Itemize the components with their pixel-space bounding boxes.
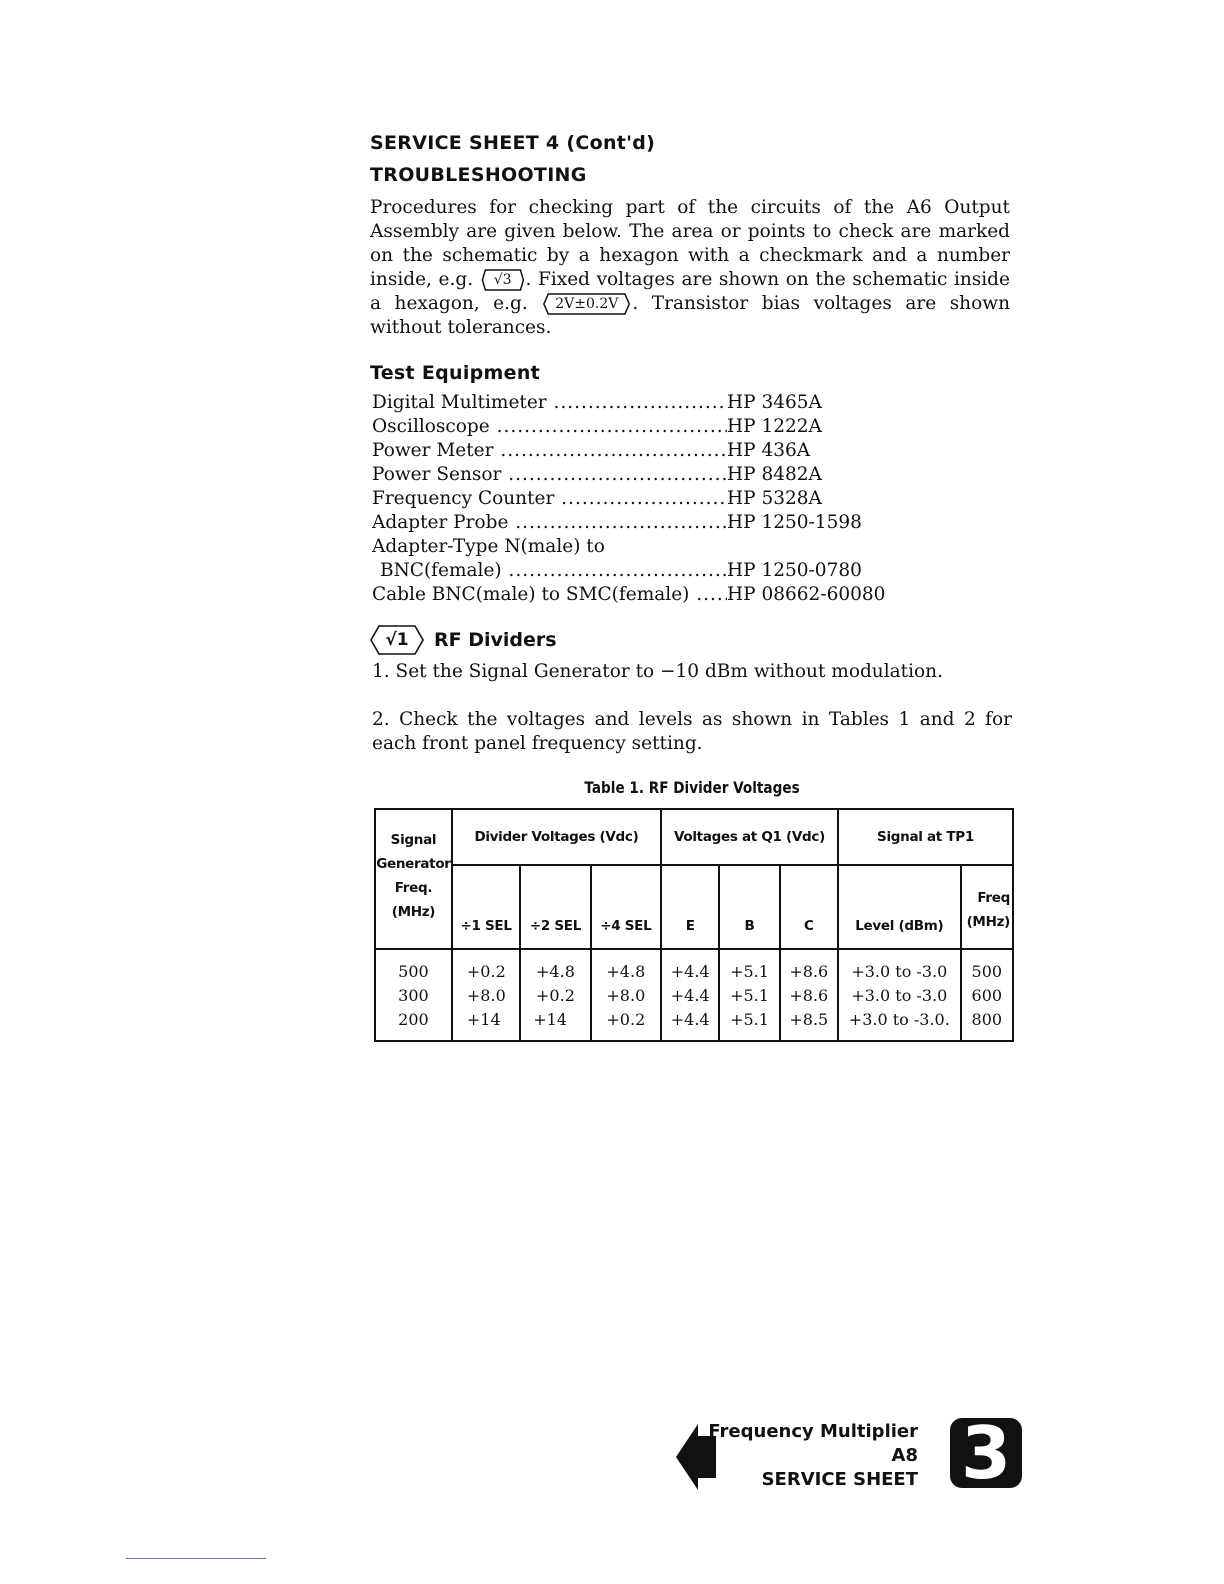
equipment-part-number: HP 1222A <box>727 416 822 437</box>
equipment-row <box>372 416 892 440</box>
table-row <box>375 1008 1013 1041</box>
intro-text-2: . Fixed voltages are shown on the schematic inside a hexagon, e.g. <box>370 269 1010 314</box>
column-header: ÷4 SEL <box>591 865 661 949</box>
equipment-part-number: HP 5328A <box>727 488 822 509</box>
equipment-row <box>372 536 892 560</box>
hexagon-checkpoint-1 <box>370 625 424 655</box>
header-line: Freq. <box>394 880 433 896</box>
step-2: 2. Check the voltages and levels as shown in Tables 1 and 2 for each front panel frequency setting. <box>372 709 1012 754</box>
equipment-part-number: HP 1250-1598 <box>727 512 862 533</box>
header-line: Signal <box>390 832 437 848</box>
table-cell: 800 <box>961 1008 1013 1041</box>
table-row <box>375 949 1013 984</box>
group-header-signal-tp1: Signal at TP1 <box>838 809 1013 865</box>
table-cell: +5.1 <box>719 949 779 984</box>
column-header: Level (dBm) <box>838 865 961 949</box>
equipment-name: Frequency Counter ..... <box>372 488 727 509</box>
table-cell: 600 <box>961 984 1013 1008</box>
table-cell: +3.0 to -3.0 <box>838 949 961 984</box>
table-cell: +14 <box>452 1008 520 1041</box>
equipment-name: BNC(female) ..... <box>372 560 727 581</box>
table-caption: Table 1. RF Divider Voltages <box>584 778 800 797</box>
table-cell: +4.4 <box>661 949 719 984</box>
page-title: SERVICE SHEET 4 (Cont'd) <box>370 132 656 154</box>
equipment-name: Cable BNC(male) to SMC(female) ..... <box>372 584 727 605</box>
table-cell: +4.8 <box>520 949 590 984</box>
equipment-part-number: HP 436A <box>727 440 811 461</box>
table-cell: +0.2 <box>452 949 520 984</box>
step-1: 1. Set the Signal Generator to −10 dBm without modulation. <box>372 661 943 682</box>
equipment-name: Adapter Probe ..... <box>372 512 727 533</box>
equipment-part-number: HP 3465A <box>727 392 822 413</box>
test-equipment-heading: Test Equipment <box>370 362 541 384</box>
column-header: ÷1 SEL <box>452 865 520 949</box>
equipment-row <box>372 464 892 488</box>
column-header: C <box>780 865 838 949</box>
table-cell: +8.0 <box>591 984 661 1008</box>
hexagon-example-label: √3 <box>493 272 512 288</box>
table-cell: 500 <box>961 949 1013 984</box>
column-header: B <box>719 865 779 949</box>
equipment-row <box>372 440 892 464</box>
table-cell: +5.1 <box>719 984 779 1008</box>
table-cell: +8.0 <box>452 984 520 1008</box>
header-line: Generator <box>376 856 451 872</box>
equipment-name: Power Meter ..... <box>372 440 727 461</box>
table-cell: +8.6 <box>780 949 838 984</box>
equipment-part-number: HP 1250-0780 <box>727 560 862 581</box>
column-header: ÷2 SEL <box>520 865 590 949</box>
table-cell: +4.4 <box>661 984 719 1008</box>
equipment-row <box>372 560 892 584</box>
equipment-part-number: HP 8482A <box>727 464 822 485</box>
table-cell: 200 <box>375 1008 452 1041</box>
equipment-name: Power Sensor ..... <box>372 464 727 485</box>
table-cell: +0.2 <box>520 984 590 1008</box>
equipment-row <box>372 488 892 512</box>
rf-dividers-heading-row <box>370 624 557 656</box>
column-header-freq <box>961 865 1013 949</box>
equipment-name: Adapter-Type N(male) to <box>372 536 605 557</box>
header-line: Freq <box>977 890 1010 906</box>
intro-paragraph <box>370 196 1010 340</box>
table-cell: +14 <box>520 1008 590 1041</box>
hexagon-checkmark-example <box>482 269 524 291</box>
footer-label <box>708 1420 918 1492</box>
column-header: E <box>661 865 719 949</box>
hexagon-voltage-example <box>543 293 630 315</box>
table-cell: 500 <box>375 949 452 984</box>
group-header-voltages-q1: Voltages at Q1 (Vdc) <box>661 809 838 865</box>
table-cell: +8.5 <box>780 1008 838 1041</box>
header-line: (MHz) <box>966 914 1010 930</box>
equipment-row <box>372 512 892 536</box>
test-equipment-list <box>372 392 892 608</box>
table-cell: +3.0 to -3.0 <box>838 984 961 1008</box>
footer-assembly: A8 <box>891 1445 918 1466</box>
hexagon-checkpoint-label: √1 <box>385 630 409 650</box>
table-cell: +3.0 to -3.0. <box>838 1008 961 1041</box>
divider <box>126 1558 266 1559</box>
equipment-row <box>372 584 892 608</box>
intro-text-3: . Transistor bias voltages are shown without tolerances. <box>370 293 1010 338</box>
footer-section-name: Frequency Multiplier <box>708 1421 918 1442</box>
rf-divider-voltages-table <box>374 808 1014 1042</box>
rf-dividers-heading: RF Dividers <box>434 629 557 651</box>
table-cell: +4.8 <box>591 949 661 984</box>
table-cell: +0.2 <box>591 1008 661 1041</box>
footer-service-sheet: SERVICE SHEET <box>761 1469 918 1490</box>
table-row <box>375 984 1013 1008</box>
group-header-divider-voltages: Divider Voltages (Vdc) <box>452 809 661 865</box>
equipment-name: Oscilloscope ..... <box>372 416 727 437</box>
equipment-row <box>372 392 892 416</box>
service-sheet-number: 3 <box>950 1418 1022 1488</box>
table-cell: 300 <box>375 984 452 1008</box>
intro-text-1: Procedures for checking part of the circuits of the A6 Output Assembly are given below. The area or points to check are marked on the schematic by a hexagon with a checkmark and a number inside, e.g. <box>370 197 1010 290</box>
section-heading: TROUBLESHOOTING <box>370 164 587 186</box>
equipment-name: Digital Multimeter ..... <box>372 392 727 413</box>
table-cell: +4.4 <box>661 1008 719 1041</box>
table-cell: +8.6 <box>780 984 838 1008</box>
hexagon-voltage-label: 2V±0.2V <box>555 296 619 312</box>
equipment-part-number: HP 08662-60080 <box>727 584 886 605</box>
column-header-signal-generator <box>375 809 452 949</box>
table-cell: +5.1 <box>719 1008 779 1041</box>
header-line: (MHz) <box>391 904 436 920</box>
